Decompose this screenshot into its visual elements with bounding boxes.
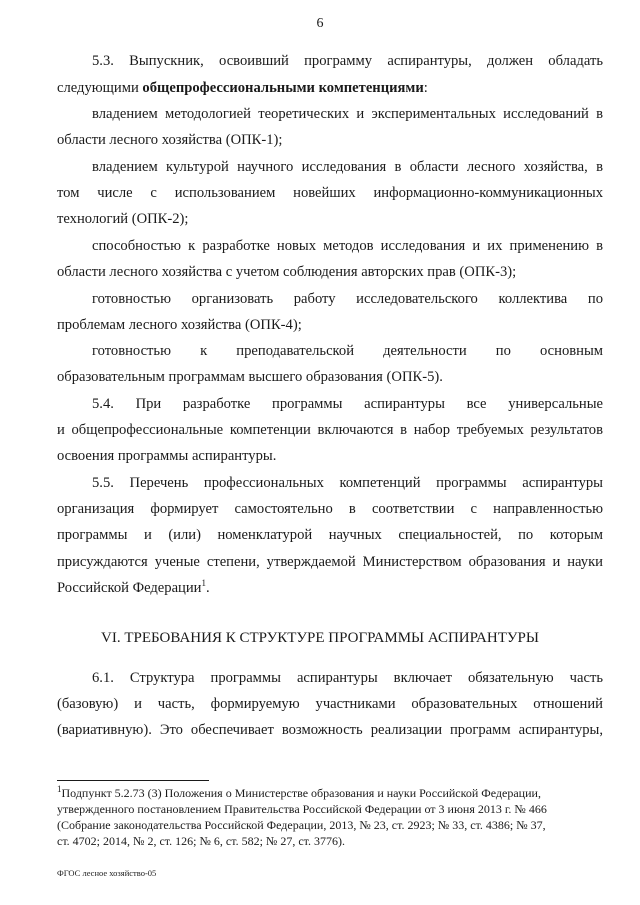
footnote-separator xyxy=(57,780,209,781)
opk5-line-1: готовностью к преподавательской деятельности по основным xyxy=(92,343,603,359)
footnote-line-2: утвержденного постановлением Правительства Российской Федерации от 3 июня 2013 г. № 466 xyxy=(57,802,547,816)
footnote-line-4: ст. 4702; 2014, № 2, ст. 126; № 6, ст. 582; № 27, ст. 3776). xyxy=(57,834,346,848)
footnote-mark: 1 xyxy=(57,784,62,794)
section-5-5-line-5 xyxy=(57,579,603,597)
section-5-3-line-1: 5.3. Выпускник, освоивший программу аспирантуры, должен обладать xyxy=(92,53,603,69)
section-5-4-line-1: 5.4. При разработке программы аспирантуры все универсальные xyxy=(92,396,603,412)
opk3-line-1: способностью к разработке новых методов исследования и их применению в xyxy=(92,238,603,254)
section-6-1-line-2: (базовую) и часть, формируемую участниками образовательных отношений xyxy=(57,696,603,712)
section-5-3-line-2 xyxy=(57,79,603,97)
opk4-line-2: проблемам лесного хозяйства (ОПК-4); xyxy=(57,317,302,333)
section-5-5-line-4: присуждаются ученые степени, утверждаемой Министерством образования и науки xyxy=(57,554,603,570)
opk5-line-2: образовательным программам высшего образования (ОПК-5). xyxy=(57,369,443,385)
section-5-5-line-1: 5.5. Перечень профессиональных компетенций программы аспирантуры xyxy=(92,475,603,491)
section-5-5-line-2: организация формирует самостоятельно в соответствии с направленностью xyxy=(57,501,603,517)
section-5-4-line-2: и общепрофессиональные компетенции включаются в набор требуемых результатов xyxy=(57,422,603,438)
opk2-line-1: владением культурой научного исследования в области лесного хозяйства, в xyxy=(92,159,603,175)
section-5-4-line-3: освоения программы аспирантуры. xyxy=(57,448,277,464)
opk1-line-2: области лесного хозяйства (ОПК-1); xyxy=(57,132,283,148)
section-vi-heading: VI. ТРЕБОВАНИЯ К СТРУКТУРЕ ПРОГРАММЫ АСПИРАНТУРЫ xyxy=(101,630,539,646)
footnote-reference[interactable]: 1 xyxy=(201,578,206,589)
section-5-5-text: Российской Федерации xyxy=(57,580,202,596)
page-footer: ФГОС лесное хозяйство-05 xyxy=(57,868,157,878)
opk2-line-2: том числе с использованием новейших информационно-коммуникационных xyxy=(57,185,603,201)
general-competencies-term: общепрофессиональными компетенциями xyxy=(142,80,424,96)
page-number: 6 xyxy=(316,16,324,31)
period: . xyxy=(206,580,210,596)
section-5-5-line-3: программы и (или) номенклатурой научных специальностей, по которым xyxy=(57,527,603,543)
footnote-line-1 xyxy=(57,786,603,801)
colon: : xyxy=(423,80,428,96)
section-6-1-line-3: (вариативную). Это обеспечивает возможность реализации программ аспирантуры, xyxy=(57,722,603,738)
opk4-line-1: готовностью организовать работу исследовательского коллектива по xyxy=(92,291,603,307)
section-6-1-line-1: 6.1. Структура программы аспирантуры включает обязательную часть xyxy=(92,670,603,686)
section-5-3-text: следующими xyxy=(57,80,143,96)
footnote-text: Подпункт 5.2.73 (3) Положения о Министерстве образования и науки Российской Федерации, xyxy=(61,786,541,800)
opk1-line-1: владением методологией теоретических и экспериментальных исследований в xyxy=(92,106,603,122)
footnote-line-3: (Собрание законодательства Российской Федерации, 2013, № 23, ст. 2923; № 33, ст. 4386; № 37, xyxy=(57,818,546,832)
opk3-line-2: области лесного хозяйства с учетом соблюдения авторских прав (ОПК-3); xyxy=(57,264,517,280)
opk2-line-3: технологий (ОПК-2); xyxy=(57,211,189,227)
